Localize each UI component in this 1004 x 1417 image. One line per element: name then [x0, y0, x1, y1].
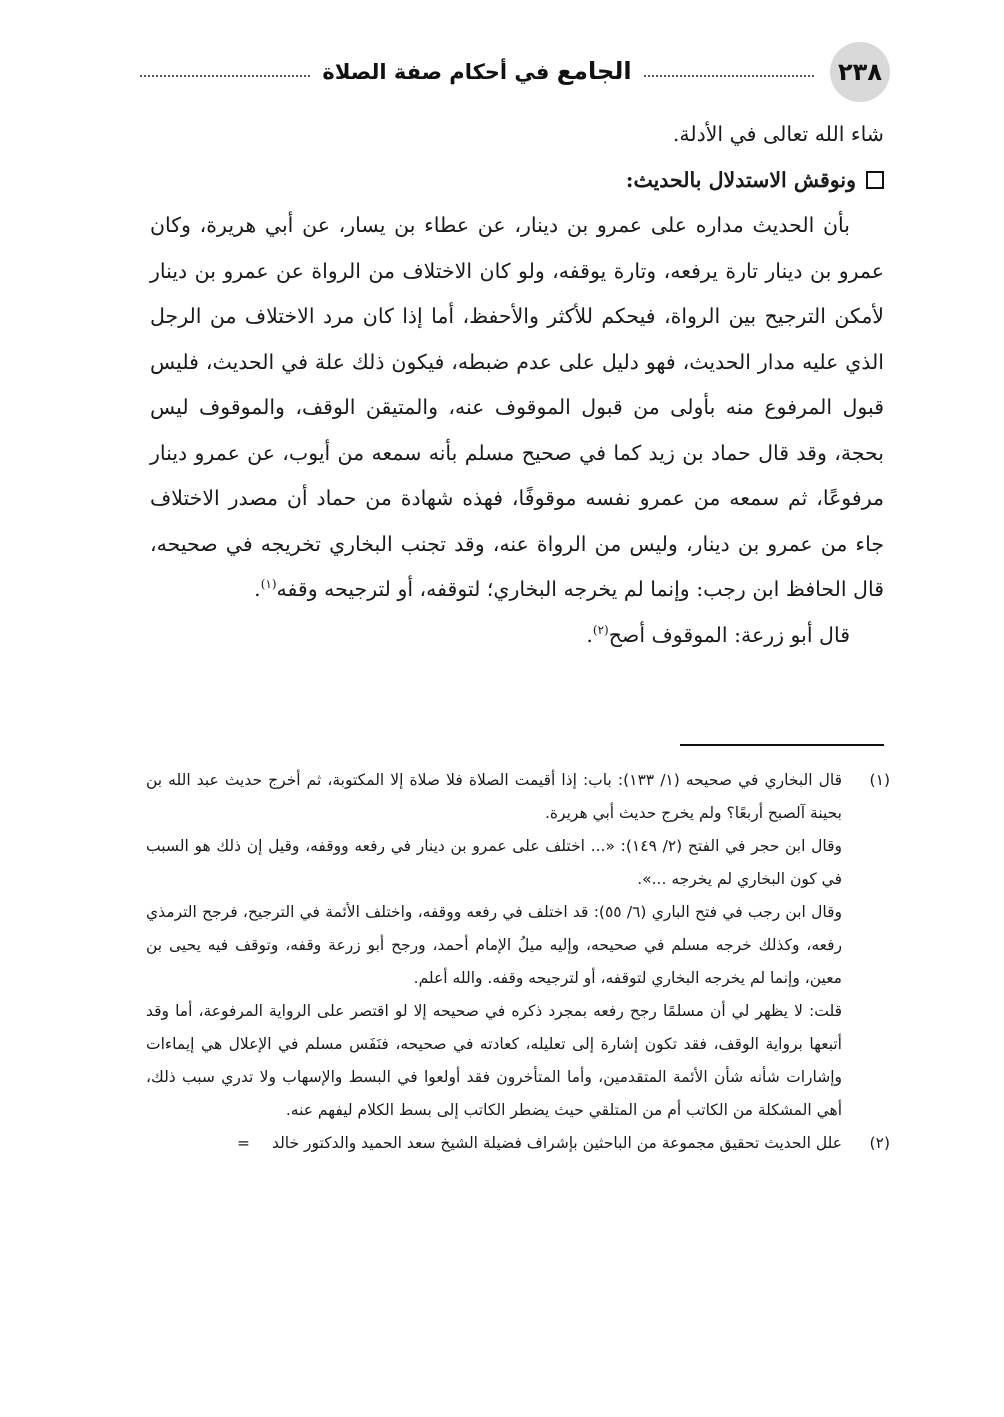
footnote-ref-1[interactable]: (١): [260, 577, 277, 592]
footnote-body: [146, 1127, 842, 1160]
abu-zura-end: .: [586, 622, 593, 647]
footnote-number: (١): [869, 771, 890, 789]
opening-line: شاء الله تعالى في الأدلة.: [672, 122, 884, 146]
footnote-paragraph: وقال ابن حجر في الفتح (٢/ ١٤٩): «... اختلف على عمرو بن دينار في رفعه ووقفه، وقيل إن ذلك هو السبب في كون البخاري لم يخرجه ...».: [146, 837, 842, 888]
main-paragraph-end: .: [254, 577, 261, 601]
book-title-main: الجامع: [556, 57, 632, 85]
section-heading: [150, 158, 884, 204]
footnote-paragraph: وقال ابن رجب في فتح الباري (٦/ ٥٥): قد اختلف في رفعه ووقفه، واختلف الأئمة في الترجيح، فرجح الترمذي رفعه، وكذلك خرجه مسلم في صحيحه، وإليه ميلُ الإمام أحمد، ورجح أبو زرعة وقفه، وتوقف فيه يحيى بن معين، وإنما لم يخرجه البخاري لتوقفه، أو لترجيحه وقفه. والله أعلم.: [146, 903, 842, 987]
footnote-paragraph: قلت: لا يظهر لي أن مسلمًا رجح رفعه بمجرد ذكره في صحيحه إلا لو اقتصر على الرواية المرفوعة، أما وقد أتبعها برواية الوقف، فقد تكون إشارة إلى تعليله، كعادته في صحيحه، فنَفَس مسلم في الإعلال هي إيماءات وإشارات شأنه شأن الأئمة المتقدمين، وأما المتأخرون فقد أولعوا في البسط والإسهاب ولا تدري سبب ذلك، أهي المشكلة من الكاتب أم من المتلقي حيث يضطر الكاتب إلى بسط الكلام ليفهم عنه.: [146, 1002, 842, 1119]
header-dots-left: [140, 75, 310, 77]
footnote-paragraph: [146, 1127, 842, 1160]
footnote-body: [146, 764, 842, 1127]
section-heading-text: ونوقش الاستدلال بالحديث:: [625, 167, 856, 192]
continuation-mark: =: [236, 1134, 250, 1152]
footnote-number: (٢): [869, 1134, 890, 1152]
footnote-ref-2[interactable]: (٢): [592, 622, 609, 637]
abu-zura-paragraph: [150, 613, 884, 659]
main-body: [150, 112, 884, 658]
footnote-text: علل الحديث تحقيق مجموعة من الباحثين بإشراف فضيلة الشيخ سعد الحميد والدكتور خالد: [271, 1134, 842, 1152]
header-dots-right: [644, 75, 814, 77]
header-title-band: [140, 56, 814, 86]
footnote-separator: [680, 744, 884, 746]
footnote-2: [146, 1127, 890, 1160]
main-paragraph-text: بأن الحديث مداره على عمرو بن دينار، عن عطاء بن يسار، عن أبي هريرة، وكان عمرو بن دينار تارة يرفعه، وتارة يوقفه، ولو كان الاختلاف من الرواة عن عمرو بن دينار لأمكن الترجيح بين الرواة، فيحكم للأكثر والأحفظ، أما إذا كان مرد الاختلاف من الرجل الذي عليه مدار الحديث، فهو دليل على عدم ضبطه، فيكون ذلك علة في الحديث، فليس قبول المرفوع منه بأولى من قبول الموقوف عنه، والمتيقن الوقف، والموقوف ليس بحجة، وقد قال حماد بن زيد كما في صحيح مسلم بأنه سمعه من أيوب، عن عمرو دينار مرفوعًا، ثم سمعه من عمرو نفسه موقوفًا، فهذه شهادة من حماد أن مصدر الاختلاف جاء من عمرو بن دينار، وليس من الرواة عنه، وقد تجنب البخاري تخريجه في صحيحه، قال الحافظ ابن رجب: وإنما لم يخرجه البخاري؛ لتوقفه، أو لترجيحه وقفه: [150, 213, 884, 601]
page-header: [140, 42, 890, 102]
footnote-paragraph: قال البخاري في صحيحه (١/ ١٣٣): باب: إذا أقيمت الصلاة فلا صلاة إلا المكتوبة، ثم أخرج حديث عبد الله بن بحينة آلصبح أربعًا؟ ولم يخرج حديث أبي هريرة.: [146, 771, 842, 822]
checkbox-square-icon: [866, 171, 884, 189]
footnote-1: [146, 764, 890, 1127]
book-title-rest: في أحكام صفة الصلاة: [322, 60, 550, 84]
footnotes: [146, 764, 890, 1160]
page-number: ٢٣٨: [830, 42, 890, 102]
book-title: [310, 57, 643, 85]
main-paragraph: [150, 203, 884, 613]
abu-zura-text: قال أبو زرعة: الموقوف أصح: [608, 622, 850, 647]
